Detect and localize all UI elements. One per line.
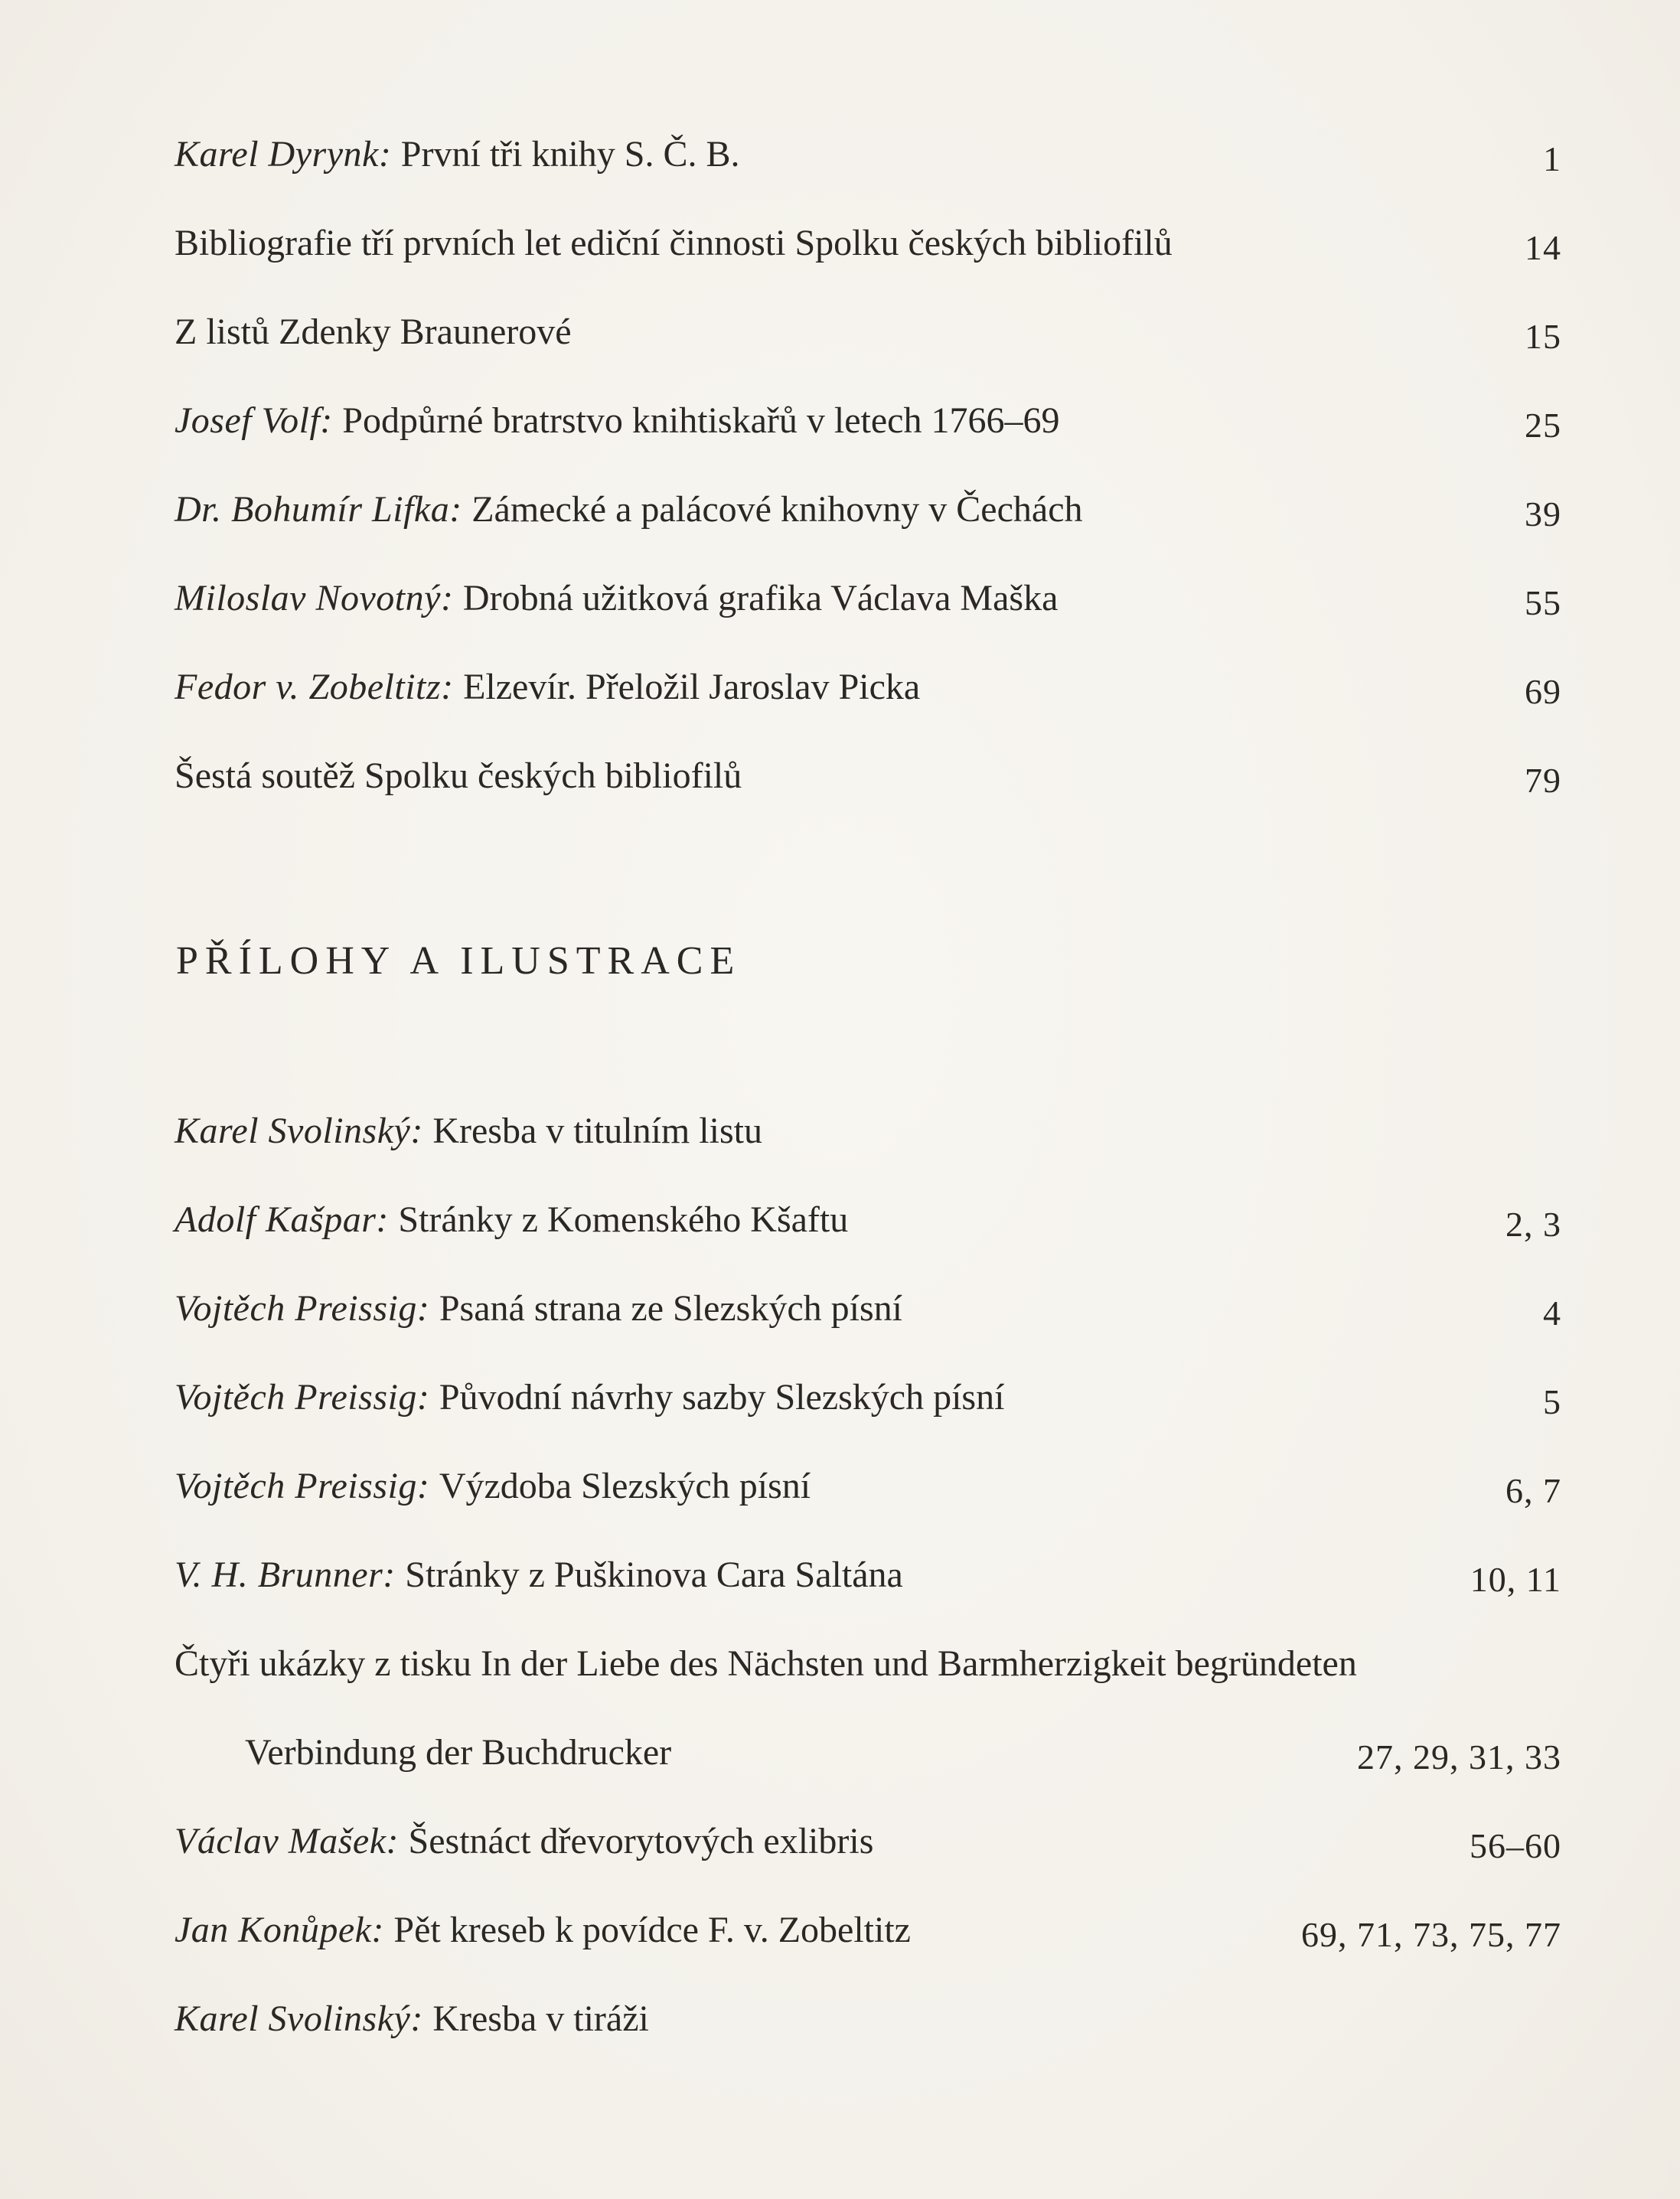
entry-author: Adolf Kašpar:	[175, 1199, 399, 1240]
entry-title: Verbindung der Buchdrucker	[245, 1732, 672, 1773]
illustration-entry	[175, 1545, 1561, 1606]
entry-author: Jan Konůpek:	[175, 1910, 394, 1950]
entry-title: Drobná užitková grafika Václava Maška	[462, 578, 1059, 618]
toc-entry	[175, 124, 1561, 185]
toc-entry	[175, 213, 1561, 274]
toc-entry	[175, 568, 1561, 629]
entry-title: Šestá soutěž Spolku českých bibliofilů	[175, 755, 742, 796]
entry-page: 14	[1525, 228, 1561, 267]
entry-author: Josef Volf:	[175, 400, 343, 441]
toc-entry	[175, 479, 1561, 540]
entry-title: První tři knihy S. Č. B.	[400, 134, 740, 175]
illustration-entry	[175, 1189, 1561, 1251]
illustration-entry	[175, 1633, 1561, 1695]
entry-author: Vojtěch Preissig:	[175, 1288, 439, 1329]
entry-page: 55	[1525, 583, 1561, 622]
illustration-entry	[175, 1811, 1561, 1872]
entry-title: Podpůrné bratrstvo knihtiskařů v letech 1766–69	[342, 400, 1060, 441]
entry-author: Vojtěch Preissig:	[175, 1377, 439, 1418]
entry-page: 1	[1543, 139, 1561, 178]
illustration-entry	[175, 1456, 1561, 1517]
entry-title: Kresba v titulním listu	[432, 1111, 762, 1151]
entry-page: 79	[1525, 761, 1561, 800]
entry-author: Dr. Bohumír Lifka:	[175, 489, 472, 530]
entry-title: Stránky z Komenského Kšaftu	[398, 1199, 849, 1240]
illustration-entry	[175, 1900, 1561, 1961]
entry-title: Bibliografie tří prvních let ediční činnosti Spolku českých bibliofilů	[175, 223, 1173, 263]
entry-title: Původní návrhy sazby Slezských písní	[439, 1377, 1005, 1418]
entry-page: 5	[1543, 1382, 1561, 1421]
entry-page: 2, 3	[1505, 1205, 1561, 1244]
entry-author: Karel Dyrynk:	[175, 134, 401, 175]
section-heading: PŘÍLOHY A ILUSTRACE	[176, 939, 742, 983]
toc-entry	[175, 746, 1561, 807]
entry-page: 10, 11	[1470, 1560, 1561, 1599]
entry-page: 39	[1525, 494, 1561, 533]
entry-title: Pět kreseb k povídce F. v. Zobeltitz	[393, 1910, 911, 1950]
entry-author: V. H. Brunner:	[175, 1555, 406, 1595]
entry-title: Elzevír. Přeložil Jaroslav Picka	[463, 667, 921, 707]
entry-title: Kresba v tiráži	[432, 1998, 649, 2039]
illustration-entry	[175, 1367, 1561, 1428]
entry-author: Fedor v. Zobeltitz:	[175, 667, 464, 707]
entry-page: 6, 7	[1505, 1471, 1561, 1510]
entry-page: 69	[1525, 672, 1561, 711]
entry-title: Zámecké a palácové knihovny v Čechách	[471, 489, 1083, 530]
entry-title: Z listů Zdenky Braunerové	[175, 312, 572, 352]
entry-author: Karel Svolinský:	[175, 1111, 433, 1151]
entry-author: Miloslav Novotný:	[175, 578, 463, 618]
entry-page: 27, 29, 31, 33	[1357, 1737, 1561, 1776]
entry-page: 25	[1525, 406, 1561, 445]
entry-page: 56–60	[1470, 1826, 1561, 1865]
illustration-entry-continued	[175, 1722, 1561, 1783]
entry-title: Výzdoba Slezských písní	[439, 1466, 811, 1506]
entry-title: Čtyři ukázky z tisku In der Liebe des Nächsten und Barmherzigkeit begründeten	[175, 1643, 1357, 1684]
entry-title: Stránky z Puškinova Cara Saltána	[405, 1555, 903, 1595]
entry-author: Václav Mašek:	[175, 1821, 409, 1861]
entry-title: Psaná strana ze Slezských písní	[439, 1288, 903, 1329]
toc-entry	[175, 390, 1561, 452]
entry-page: 69, 71, 73, 75, 77	[1301, 1915, 1561, 1954]
entry-author: Vojtěch Preissig:	[175, 1466, 439, 1506]
entry-page: 4	[1543, 1294, 1561, 1333]
toc-entry	[175, 302, 1561, 363]
toc-entry	[175, 657, 1561, 718]
entry-title: Šestnáct dřevorytových exlibris	[408, 1821, 874, 1861]
illustration-entry	[175, 1278, 1561, 1339]
illustration-entry	[175, 1101, 1561, 1162]
entry-author: Karel Svolinský:	[175, 1998, 433, 2039]
illustration-entry	[175, 1989, 1561, 2050]
entry-page: 15	[1525, 317, 1561, 356]
